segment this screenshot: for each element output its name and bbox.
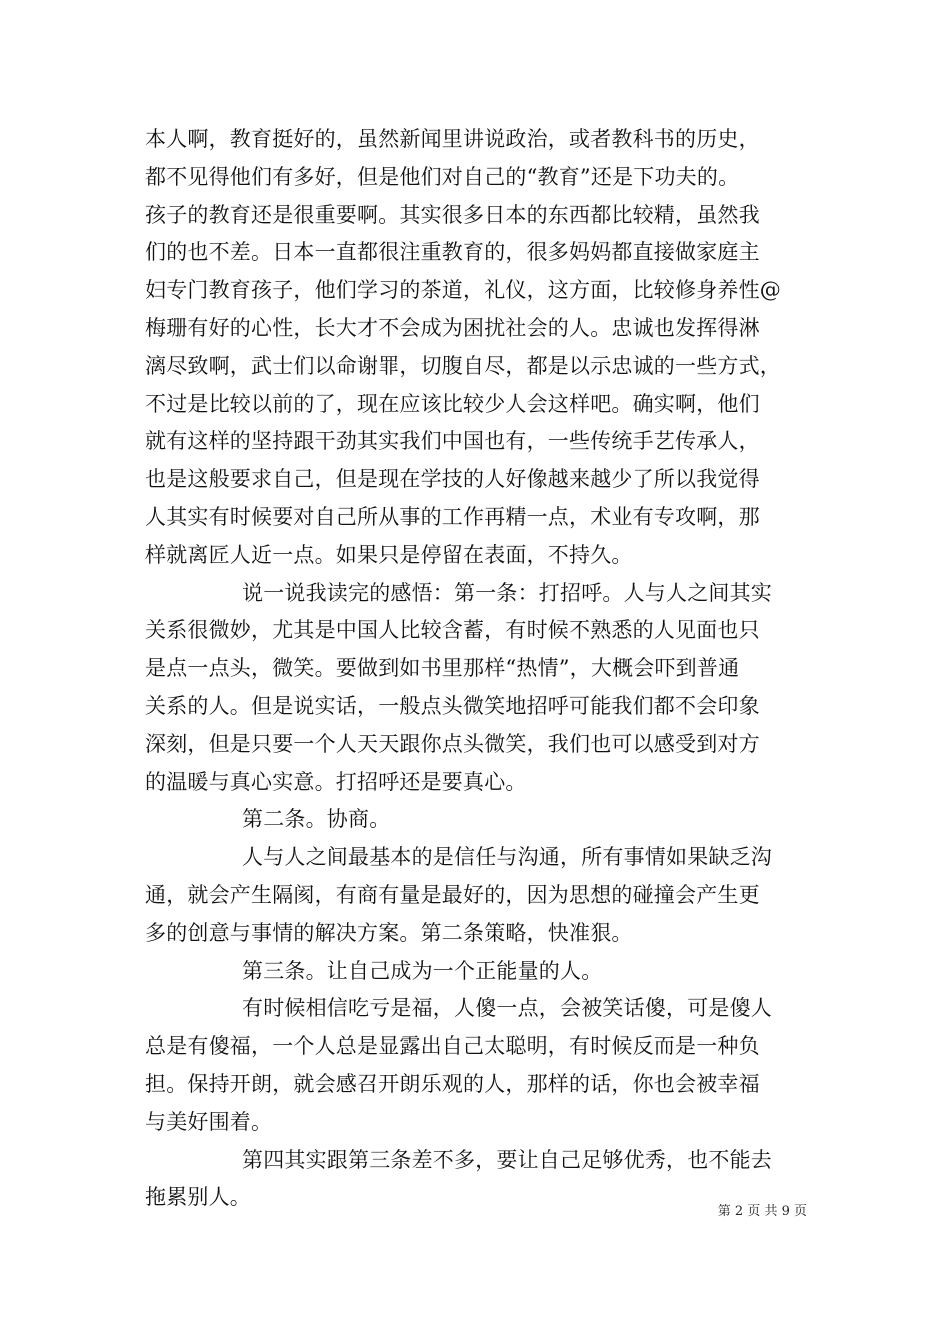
text-line: 梅珊有好的心性，长大才不会成为困扰社会的人。忠诚也发挥得淋 xyxy=(145,315,760,340)
paragraph-first-line: 第三条。让自己成为一个正能量的人。 xyxy=(242,958,603,983)
text-line: 担。保持开朗，就会感召开朗乐观的人，那样的话，你也会被幸福 xyxy=(145,1071,760,1096)
text-line: 深刻，但是只要一个人天天跟你点头微笑，我们也可以感受到对方 xyxy=(145,731,760,756)
text-line: 本人啊，教育挺好的，虽然新闻里讲说政治，或者教科书的历史， xyxy=(145,127,760,151)
text-line: 关系很微妙，尤其是中国人比较含蓄，有时候不熟悉的人见面也只 xyxy=(145,618,760,643)
paragraph-first-line: 第二条。协商。 xyxy=(242,807,391,832)
text-line: 妇专门教育孩子，他们学习的茶道，礼仪，这方面，比较修身养性@ xyxy=(145,278,781,303)
text-line: 漓尽致啊，武士们以命谢罪，切腹自尽，都是以示忠诚的一些方式， xyxy=(145,353,781,378)
paragraph-first-line: 说一说我读完的感悟：第一条：打招呼。人与人之间其实 xyxy=(242,580,772,605)
page-number-footer: 第 2 页 共 9 页 xyxy=(717,1204,807,1219)
text-line: 是点一点头，微笑。要做到如书里那样“热情”，大概会吓到普通 xyxy=(145,656,740,681)
text-line: 不过是比较以前的了，现在应该比较少人会这样吧。确实啊，他们 xyxy=(145,391,760,416)
text-line: 拖累别人。 xyxy=(145,1185,251,1210)
paragraph-first-line: 有时候相信吃亏是福，人傻一点，会被笑话傻，可是傻人 xyxy=(242,996,772,1021)
body-text xyxy=(145,121,815,1217)
text-line: 人其实有时候要对自己所从事的工作再精一点，术业有专攻啊，那 xyxy=(145,504,760,529)
text-line: 关系的人。但是说实话，一般点头微笑地招呼可能我们都不会印象 xyxy=(145,693,760,718)
paragraph-first-line: 人与人之间最基本的是信任与沟通，所有事情如果缺乏沟 xyxy=(242,845,772,870)
text-line: 通，就会产生隔阂，有商有量是最好的，因为思想的碰撞会产生更 xyxy=(145,882,760,907)
text-line: 就有这样的坚持跟干劲其实我们中国也有，一些传统手艺传承人， xyxy=(145,429,760,454)
text-line: 们的也不差。日本一直都很注重教育的，很多妈妈都直接做家庭主 xyxy=(145,240,760,265)
text-line: 孩子的教育还是很重要啊。其实很多日本的东西都比较精，虽然我 xyxy=(145,202,760,227)
text-line: 都不见得他们有多好，但是他们对自己的“教育”还是下功夫的。 xyxy=(145,164,740,189)
text-line: 总是有傻福，一个人总是显露出自己太聪明，有时候反而是一种负 xyxy=(145,1034,760,1059)
paragraph-first-line: 第四其实跟第三条差不多，要让自己足够优秀，也不能去 xyxy=(242,1147,772,1172)
text-line: 也是这般要求自己，但是现在学技的人好像越来越少了所以我觉得 xyxy=(145,467,760,492)
text-line: 样就离匠人近一点。如果只是停留在表面，不持久。 xyxy=(145,542,633,567)
text-line: 的温暖与真心实意。打招呼还是要真心。 xyxy=(145,769,527,794)
text-line: 多的创意与事情的解决方案。第二条策略，快准狠。 xyxy=(145,920,633,945)
text-line: 与美好围着。 xyxy=(145,1109,273,1134)
